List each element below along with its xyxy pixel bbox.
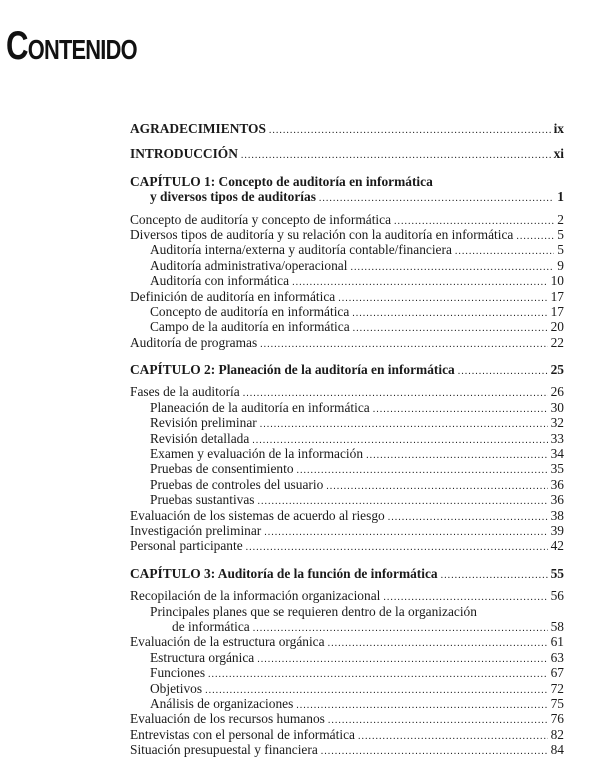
dot-leader [326,479,547,494]
toc-entry-title: Estructura orgánica [150,649,255,665]
dot-leader [257,652,547,667]
toc-entry-title: INTRODUCCIÓN [130,146,238,162]
toc-entry-title: Evaluación de la estructura orgánica [130,634,325,650]
toc-page-number: 42 [550,538,564,554]
toc-entry-title: Funciones [150,665,206,681]
dot-leader [208,667,548,682]
toc-entry-title: Examen y evaluación de la información [150,446,364,462]
dot-leader [441,568,548,583]
dot-leader [352,306,547,321]
toc-entry-title: Pruebas sustantivas [150,492,255,508]
table-of-contents [130,121,564,757]
toc-page-number: 2 [557,211,564,227]
dot-leader [269,123,551,138]
dot-leader [260,417,548,432]
toc-entry-title: Revisión preliminar [150,415,257,431]
toc-page-number: 20 [550,319,564,335]
toc-entry-title: Campo de la auditoría en informática [150,319,350,335]
toc-entry [130,634,564,649]
toc-entry [130,335,564,350]
toc-entry-title: Fases de la auditoría [130,384,240,400]
toc-page-number: 35 [550,461,564,477]
dot-leader [350,260,554,275]
toc-page-number: 75 [550,695,564,711]
dot-leader [328,713,548,728]
toc-page-number: 33 [550,430,564,446]
toc-entry-title: Revisión detallada [150,430,250,446]
toc-page-number: 9 [557,257,564,273]
toc-chapter-entry [130,174,564,189]
toc-entry-title: y diversos tipos de auditorías [150,189,316,205]
toc-entry-title: Pruebas de consentimiento [150,461,294,477]
toc-entry [130,212,564,227]
toc-entry [130,319,564,334]
dot-leader [241,148,551,163]
toc-entry [130,446,564,461]
toc-chapter-entry [130,362,564,377]
dot-leader [366,448,548,463]
toc-entry [130,742,564,757]
toc-page-number: ix [553,121,564,136]
toc-entry-title: CAPÍTULO 1: Concepto de auditoría en informática [130,173,433,189]
toc-entry-title: AGRADECIMIENTOS [130,121,266,136]
toc-entry [130,665,564,680]
toc-entry-title: Diversos tipos de auditoría y su relación con la auditoría en informática [130,226,514,242]
toc-page-number: 67 [550,665,564,681]
toc-entry [130,258,564,273]
toc-chapter-entry [130,189,564,204]
toc-page-number: 17 [550,303,564,319]
toc-entry [130,696,564,711]
toc-entry-title: Auditoría administrativa/operacional [150,257,348,273]
toc-entry-title: Pruebas de controles del usuario [150,476,324,492]
toc-entry [130,588,564,603]
dot-leader [297,463,548,478]
toc-page-number: 17 [550,288,564,304]
dot-leader [455,244,554,259]
toc-page-number: 34 [550,446,564,462]
page-title: Contenido [6,24,137,68]
toc-entry-title: Concepto de auditoría en informática [150,303,350,319]
toc-entry-title: Auditoría de programas [130,334,258,350]
toc-entry-title: Auditoría con informática [150,273,290,289]
toc-entry-title: Definición de auditoría en informática [130,288,336,304]
dot-leader [516,229,554,244]
toc-page-number: 1 [557,189,564,205]
toc-entry [130,227,564,242]
toc-entry-title: Investigación preliminar [130,522,262,538]
toc-page-number: 63 [550,649,564,665]
toc-entry [130,461,564,476]
toc-entry [130,304,564,319]
toc-entry-title: Análisis de organizaciones [150,695,294,711]
toc-page-number: 25 [550,362,564,378]
toc-entry [130,242,564,257]
toc-entry-title: Planeación de la auditoría en informática [150,399,370,415]
dot-leader [264,525,547,540]
toc-page-number: 76 [550,711,564,727]
toc-entry-title: Recopilación de la información organizacional [130,588,381,604]
toc-entry [130,273,564,288]
toc-entry [130,619,564,634]
toc-entry [130,492,564,507]
toc-entry [130,431,564,446]
toc-entry-title: Objetivos [150,680,203,696]
dot-leader [373,402,548,417]
dot-leader [328,636,548,651]
dot-leader [388,510,548,525]
toc-page-number: 36 [550,476,564,492]
toc-page-number: 38 [550,507,564,523]
toc-entry [130,477,564,492]
toc-page-number: 5 [557,226,564,242]
toc-page-number: 72 [550,680,564,696]
toc-entry-title: Personal participante [130,538,243,554]
dot-leader [296,698,547,713]
toc-entry-title: CAPÍTULO 2: Planeación de la auditoría en informática [130,362,455,378]
toc-page-number: 36 [550,492,564,508]
toc-entry [130,727,564,742]
dot-leader [353,321,548,336]
toc-page-number: 55 [550,565,564,581]
toc-entry-title: de informática [172,618,250,634]
toc-entry [130,681,564,696]
toc-entry-title: Evaluación de los sistemas de acuerdo al riesgo [130,507,385,523]
toc-page-number: 84 [550,742,564,758]
toc-entry-title: Concepto de auditoría y concepto de informática [130,211,392,227]
dot-leader [458,364,548,379]
toc-page-number: xi [553,146,564,162]
toc-entry-title: CAPÍTULO 3: Auditoría de la función de informática [130,565,438,581]
dot-leader [319,191,554,206]
dot-leader [338,291,547,306]
toc-page-number: 10 [550,273,564,289]
toc-page-number: 82 [550,726,564,742]
toc-entry [130,650,564,665]
toc-page-number: 56 [550,588,564,604]
toc-page-number: 30 [550,399,564,415]
dot-leader [321,744,548,759]
toc-entry [130,400,564,415]
toc-entry [130,523,564,538]
toc-page-number: 22 [550,334,564,350]
toc-entry-title: Situación presupuestal y financiera [130,742,318,758]
toc-page-number: 32 [550,415,564,431]
toc-entry [130,538,564,553]
toc-chapter-entry [130,146,564,161]
dot-leader [260,337,547,352]
toc-chapter-entry [130,121,564,136]
dot-leader [358,729,548,744]
toc-chapter-entry [130,566,564,581]
toc-entry-title: Principales planes que se requieren dentro de la organización [150,603,477,619]
toc-entry [130,415,564,430]
toc-entry-title: Entrevistas con el personal de informática [130,726,355,742]
toc-entry [130,384,564,399]
toc-page-number: 61 [550,634,564,650]
toc-page-number: 5 [557,242,564,258]
toc-entry [130,604,564,619]
toc-entry-title: Evaluación de los recursos humanos [130,711,325,727]
toc-entry [130,508,564,523]
dot-leader [246,540,548,555]
toc-page-number: 58 [550,618,564,634]
toc-entry [130,289,564,304]
toc-page-number: 26 [550,384,564,400]
toc-entry-title: Auditoría interna/externa y auditoría contable/financiera [150,242,452,258]
toc-entry [130,711,564,726]
toc-page-number: 39 [550,522,564,538]
